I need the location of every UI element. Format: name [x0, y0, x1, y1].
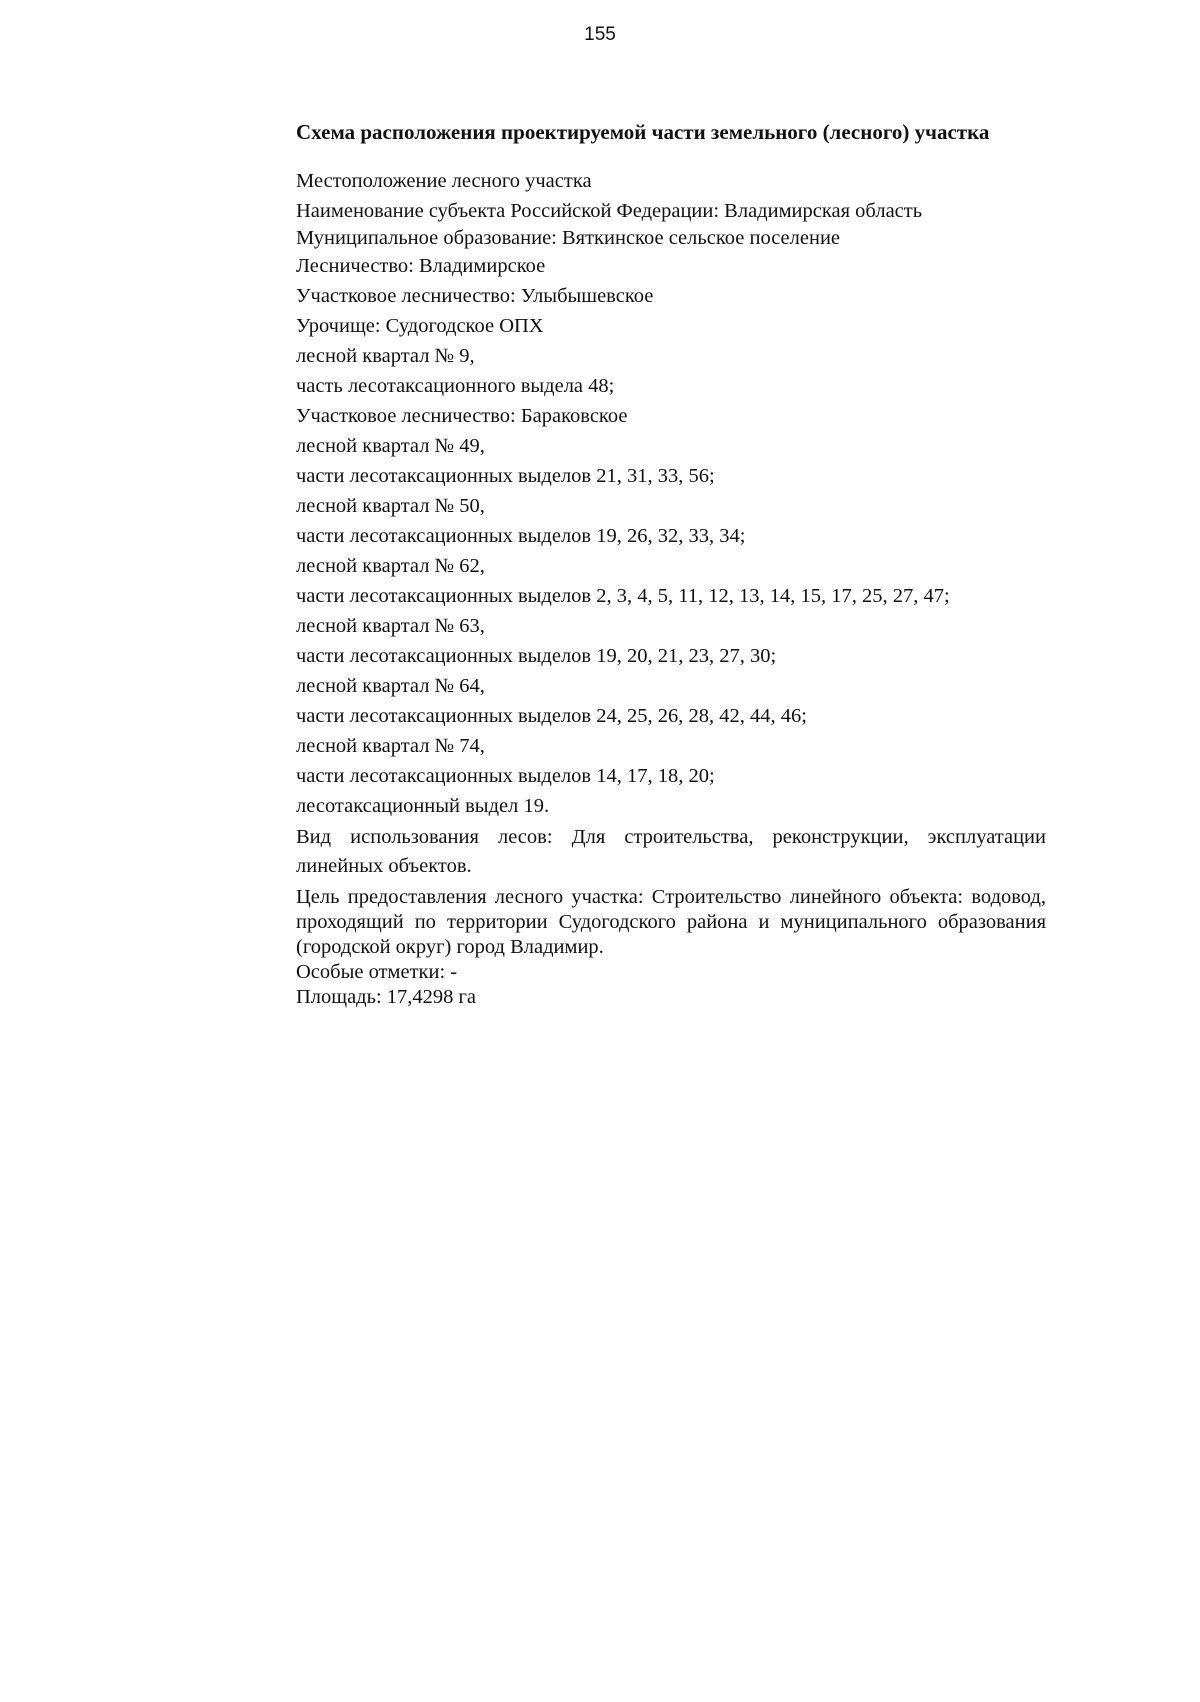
- page-number: 155: [584, 24, 616, 45]
- allotment-line: части лесотаксационных выделов 21, 31, 33, 56;: [296, 465, 715, 487]
- usage-type-paragraph: Вид использования лесов: Для строительства, реконструкции, эксплуатации линейных объектов.: [296, 826, 1046, 877]
- document-body: [296, 166, 1046, 1010]
- allotment-line: части лесотаксационных выделов 19, 20, 21, 23, 27, 30;: [296, 645, 777, 667]
- subject-line: Наименование субъекта Российской Федерации: Владимирская область: [296, 200, 923, 222]
- allotment-line: лесотаксационный выдел 19.: [296, 795, 550, 817]
- quarter-line: лесной квартал № 74,: [296, 735, 485, 757]
- allotment-line: части лесотаксационных выделов 14, 17, 18, 20;: [296, 765, 715, 787]
- municipality-line: Муниципальное образование: Вяткинское сельское поселение: [296, 227, 841, 249]
- allotment-line: части лесотаксационных выделов 2, 3, 4, 5, 11, 12, 13, 14, 15, 17, 25, 27, 47;: [296, 585, 950, 607]
- document-title: Схема расположения проектируемой части земельного (лесного) участка: [296, 120, 990, 144]
- quarter-line: лесной квартал № 9,: [296, 345, 475, 367]
- allotment-line: части лесотаксационных выделов 24, 25, 26, 28, 42, 44, 46;: [296, 705, 807, 727]
- allotment-line: части лесотаксационных выделов 19, 26, 32, 33, 34;: [296, 525, 746, 547]
- forestry-line: Лесничество: Владимирское: [296, 255, 546, 277]
- quarter-line: лесной квартал № 62,: [296, 555, 485, 577]
- tract-line: Урочище: Судогодское ОПХ: [296, 315, 544, 337]
- allotment-line: часть лесотаксационного выдела 48;: [296, 375, 615, 397]
- quarter-line: лесной квартал № 63,: [296, 615, 485, 637]
- quarter-line: лесной квартал № 50,: [296, 495, 485, 517]
- district-forestry-line: Участковое лесничество: Бараковское: [296, 405, 628, 427]
- area-line: Площадь: 17,4298 га: [296, 986, 477, 1008]
- purpose-paragraph: Цель предоставления лесного участка: Строительство линейного объекта: водовод, проходящий по территории Судогодского района и муниципального образования (городской округ) город Владимир.: [296, 886, 1046, 958]
- location-heading: Местоположение лесного участка: [296, 170, 592, 192]
- quarter-line: лесной квартал № 64,: [296, 675, 485, 697]
- quarter-line: лесной квартал № 49,: [296, 435, 485, 457]
- special-notes-line: Особые отметки: -: [296, 961, 458, 983]
- district-forestry-line: Участковое лесничество: Улыбышевское: [296, 285, 654, 307]
